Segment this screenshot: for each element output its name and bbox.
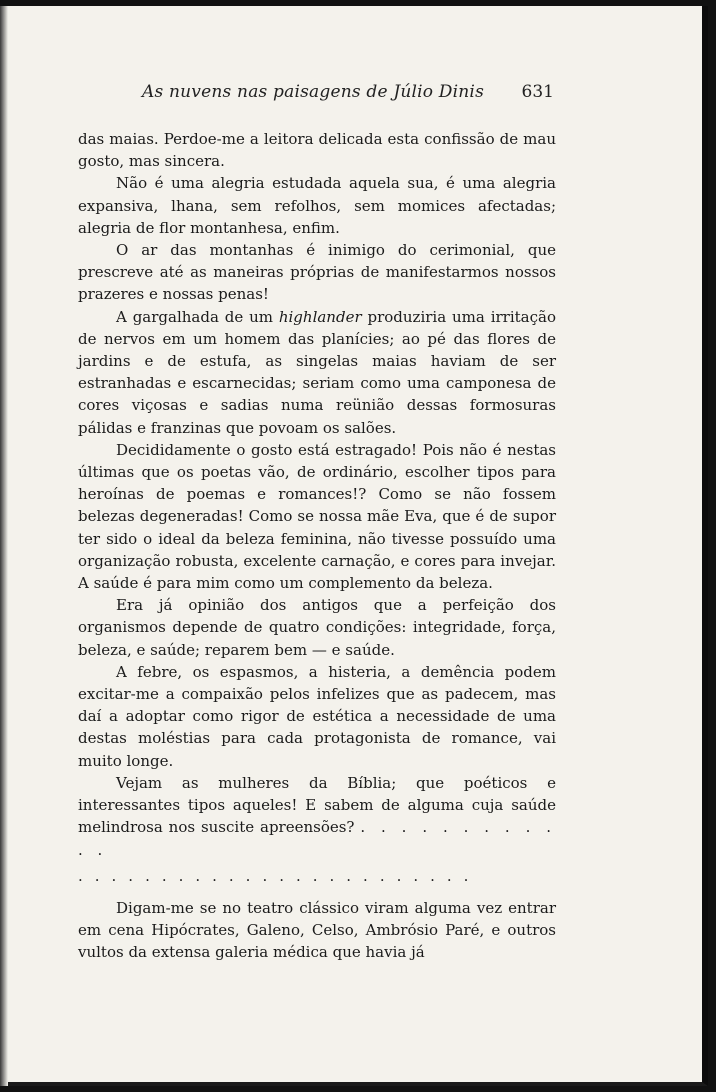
paragraph: das maias. Perdoe-me a leitora delicada esta confissão de mau gosto, mas sincera. (78, 130, 556, 171)
text-run: produziria uma irritação de nervos em um homem das planícies; ao pé das flores de jardins e de estufa, as singelas maias haviam de ser estranhadas e escarnecidas; seriam como uma camponesa de cores viçosas e sadias numa reünião dessas formosuras pálidas e franzinas que povoam os salões. (78, 307, 556, 437)
paragraph: O ar das montanhas é inimigo do cerimonial, que prescreve até as maneiras próprias de manifestarmos nossos prazeres e nossas penas! (78, 241, 556, 304)
page-header (78, 78, 556, 108)
paragraph: Era já opinião dos antigos que a perfeição dos organismos depende de quatro condições: integridade, força, beleza, e saúde; reparem bem — e saúde. (78, 596, 556, 659)
book-page (0, 6, 708, 1086)
text-run: A gargalhada de um (116, 307, 279, 326)
paragraph: Não é uma alegria estudada aquela sua, é uma alegria expansiva, lhana, sem refolhos, sem momices afectadas; alegria de flor montanhesa, enfim. (78, 174, 556, 237)
paragraph (78, 772, 556, 861)
trailing-dots: . . . . . . . . . . . . (78, 818, 556, 859)
body-text (78, 128, 556, 964)
paragraph: A febre, os espasmos, a histeria, a demência podem excitar-me a compaixão pelos infelizes que as padecem, mas daí a adoptar como rigor de estética a necessidade de uma destas moléstias para cada protagonista de romance, vai muito longe. (78, 662, 556, 770)
paragraph: Decididamente o gosto está estragado! Pois não é nestas últimas que os poetas vão, de ordinário, escolher tipos para heroínas de poemas e romances!? Como se não fossem belezas degeneradas! Como se nossa mãe Eva, que é de supor ter sido o ideal da beleza feminina, não tivesse possuído uma organização robusta, excelente carnação, e cores para invejar. A saúde é para mim como um complemento da beleza. (78, 440, 556, 593)
paragraph (78, 306, 556, 439)
paragraph: Digam-me se no teatro clássico viram alguma vez entrar em cena Hipócrates, Galeno, Celso, Ambrósio Paré, e outros vultos da extensa galeria médica que havia já (78, 898, 556, 962)
italic-word: highlander (278, 307, 362, 326)
section-separator: ........................ (78, 866, 481, 885)
running-title: As nuvens nas paisagens de Júlio Dinis (142, 82, 484, 102)
page-shadow (0, 6, 8, 1086)
text-run: Vejam as mulheres da Bíblia; que poéticos e interessantes tipos aqueles! E sabem de alguma cuja saúde melindrosa nos suscite apreensões? (78, 773, 556, 837)
page-number: 631 (521, 82, 554, 102)
